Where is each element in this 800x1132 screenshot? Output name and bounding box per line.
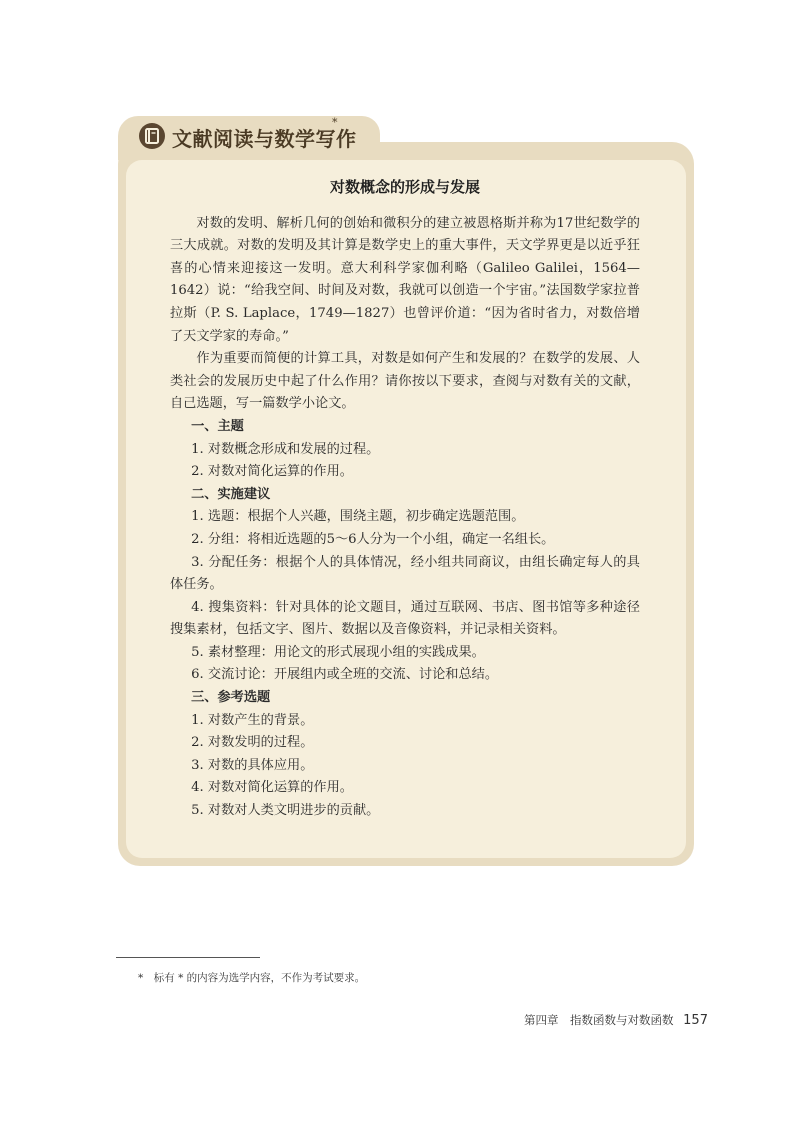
list-item: 5. 素材整理：用论文的形式展现小组的实践成果。: [191, 644, 485, 660]
list-item: 2. 对数发明的过程。: [191, 735, 314, 751]
list-item: 5. 对数对人类文明进步的贡献。: [191, 803, 380, 819]
intro-paragraph: 对数的发明、解析几何的创始和微积分的建立被恩格斯并称为17世纪数学的三大成就。对数的发明及其计算是数学史上的重大事件，天文学界更是以近乎狂喜的心情来迎接这一发明。意大利科学家伽利略（Galileo Galilei，1564—1642）说：“给我空间、时间及对数，我就可以创造一个宇宙。”法国数学家拉普拉斯（P. S. Laplace，1749—1827）也曾评价道：“因为省时省力，对数倍增了天文学家的寿命。”: [170, 215, 640, 344]
section-tab-title: 文献阅读与数学写作: [172, 127, 357, 151]
article-title: 对数概念的形成与发展: [329, 178, 480, 196]
list-item: 3. 分配任务：根据个人的具体情况，经小组共同商议，由组长确定每人的具体任务。: [170, 554, 640, 593]
page-footer: [524, 1012, 708, 1028]
list-item: 2. 分组：将相近选题的5～6人分为一个小组，确定一名组长。: [191, 531, 555, 547]
footnote-rule: [116, 957, 260, 958]
optional-star-mark: *: [332, 116, 338, 129]
list-item: 2. 对数对简化运算的作用。: [191, 464, 353, 480]
list-item: 1. 对数产生的背景。: [191, 712, 314, 728]
list-item: 1. 选题：根据个人兴趣，围绕主题，初步确定选题范围。: [191, 509, 525, 525]
section-heading-reference-topics: 三、参考选题: [191, 690, 271, 706]
section-heading-suggestions: 二、实施建议: [191, 486, 271, 502]
page-number: 157: [683, 1013, 708, 1028]
list-item: 1. 对数概念形成和发展的过程。: [191, 441, 380, 457]
list-item: 4. 搜集资料：针对具体的论文题目，通过互联网、书店、图书馆等多种途径搜集素材，包括文字、图片、数据以及音像资料，并记录相关资料。: [170, 599, 640, 638]
article-content: [170, 176, 640, 823]
section-heading-topic: 一、主题: [191, 418, 244, 434]
task-paragraph: 作为重要而简便的计算工具，对数是如何产生和发展的？在数学的发展、人类社会的发展历史中起了什么作用？请你按以下要求，查阅与对数有关的文献，自己选题，写一篇数学小论文。: [170, 351, 640, 412]
list-item: 4. 对数对简化运算的作用。: [191, 780, 353, 796]
chapter-title: 第四章 指数函数与对数函数: [524, 1013, 674, 1027]
list-item: 3. 对数的具体应用。: [191, 757, 314, 773]
book-icon: [138, 122, 166, 150]
list-item: 6. 交流讨论：开展组内或全班的交流、讨论和总结。: [191, 667, 499, 683]
footnote: * 标有 * 的内容为选学内容，不作为考试要求。: [138, 972, 366, 984]
